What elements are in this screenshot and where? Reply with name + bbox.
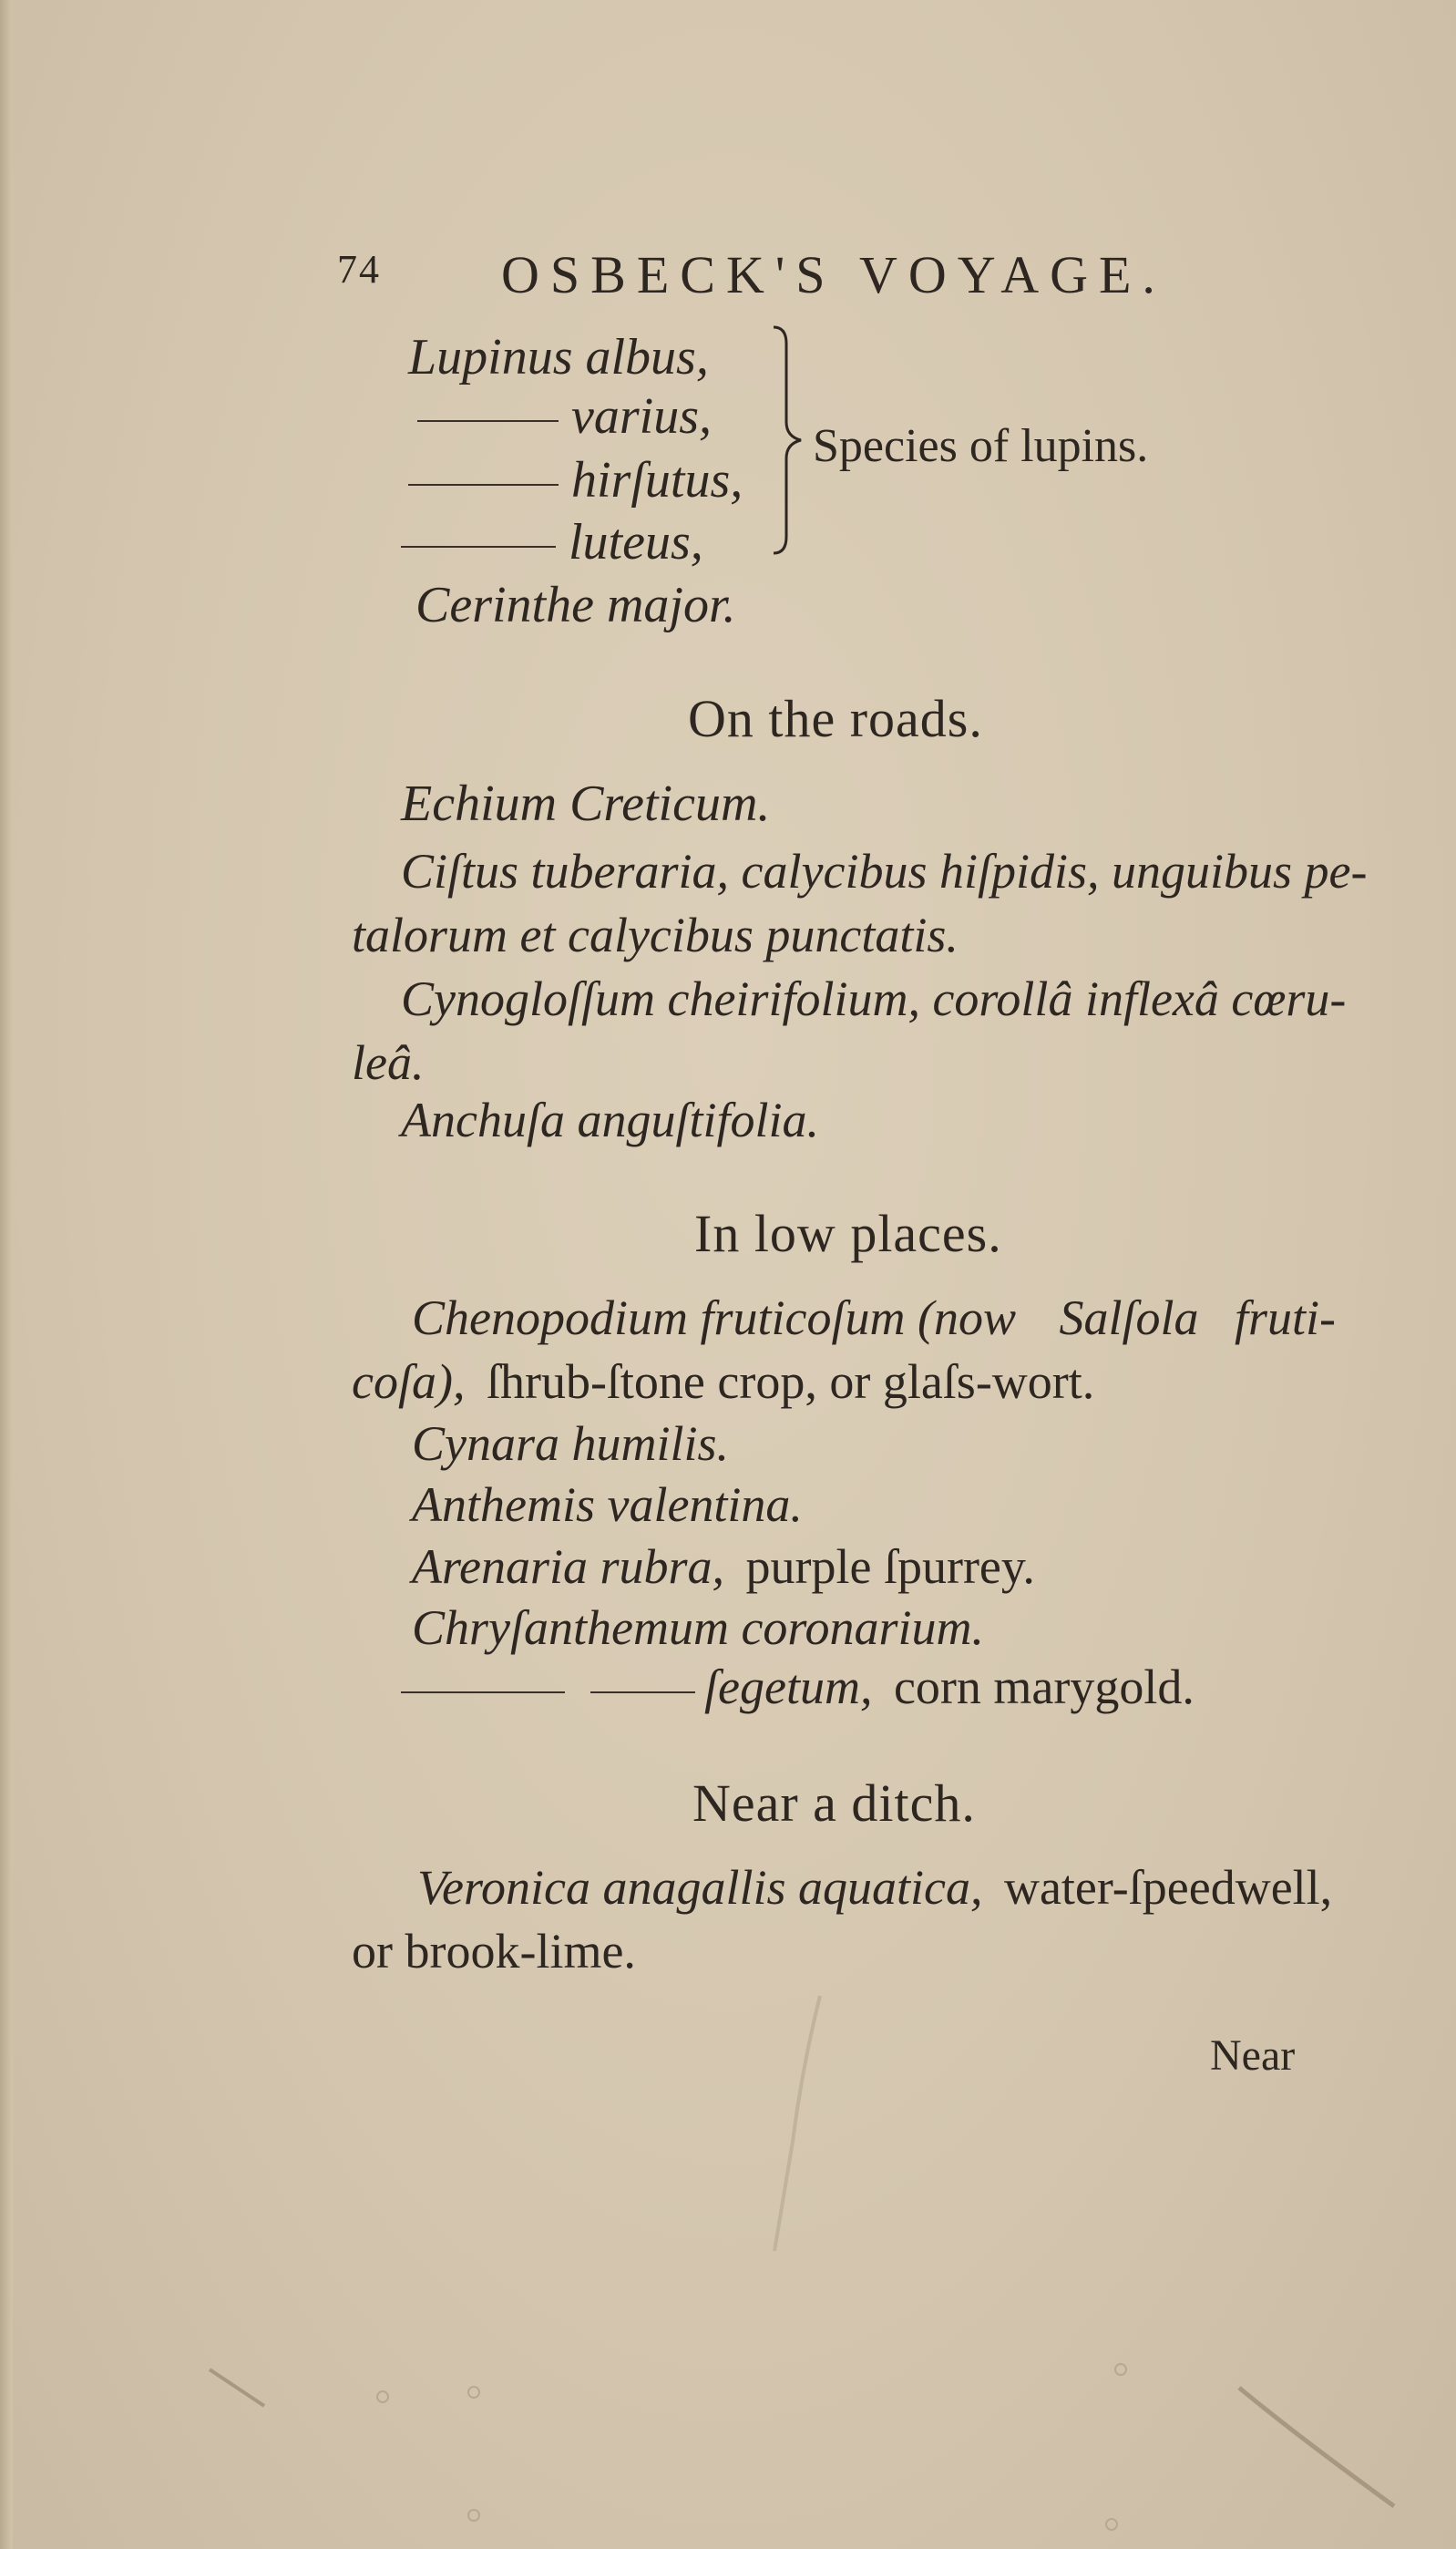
ditto-dash xyxy=(401,546,556,548)
latin-name: coſa), xyxy=(352,1354,466,1409)
latin-name: ſegetum, xyxy=(704,1660,873,1714)
lupins-brace-label: Species of lupins. xyxy=(813,420,1149,472)
section-heading-near-a-ditch: Near a ditch. xyxy=(692,1773,976,1833)
entry-segetum xyxy=(401,1659,1195,1715)
entry-chenopodium-1 xyxy=(412,1290,1336,1346)
entry-anthemis: Anthemis valentina. xyxy=(412,1477,803,1532)
entry-veronica-2: or brook-lime. xyxy=(352,1924,636,1979)
running-title: OSBECK'S VOYAGE. xyxy=(501,245,1166,304)
latin-name: fruti- xyxy=(1235,1290,1337,1345)
lupinus-text: Lupinus albus, xyxy=(408,329,709,385)
entry-echium: Echium Creticum. xyxy=(401,776,771,832)
entry-cynoglossum-2: leâ. xyxy=(352,1035,425,1090)
latin-name: Salſola xyxy=(1059,1290,1199,1345)
section-heading-in-low-places: In low places. xyxy=(694,1204,1002,1263)
common-name: corn marygold. xyxy=(893,1660,1195,1714)
catchword: Near xyxy=(1210,2031,1296,2080)
ditto-dash xyxy=(590,1691,695,1693)
entry-cistus-1: Ciſtus tuberaria, calycibus hiſpidis, unguibus pe- xyxy=(401,844,1368,899)
entry-cynoglossum-1: Cynogloſſum cheirifolium, corollâ inflexâ cœru- xyxy=(401,971,1347,1026)
latin-name: Veronica anagallis aquatica, xyxy=(417,1860,983,1915)
lupinus-line-1 xyxy=(408,328,709,386)
common-name: ſhrub-ſtone crop, or glaſs-wort. xyxy=(486,1354,1095,1409)
lupinus-line-3 xyxy=(408,451,743,509)
entry-cistus-2: talorum et calycibus punctatis. xyxy=(352,908,959,962)
page-number: 74 xyxy=(337,247,381,292)
ditto-dash xyxy=(408,484,559,486)
entry-chrysanthemum: Chryſanthemum coronarium. xyxy=(412,1600,984,1655)
ditto-dash xyxy=(417,420,559,422)
latin-name: Chenopodium fruticoſum (now xyxy=(412,1290,1016,1345)
lupinus-line-2 xyxy=(417,387,712,446)
paper-stains xyxy=(0,1959,1456,2549)
lupinus-text: luteus, xyxy=(569,514,703,570)
entry-veronica-1 xyxy=(417,1859,1332,1916)
cerinthe-line: Cerinthe major. xyxy=(415,577,736,633)
lupinus-line-4 xyxy=(401,513,703,571)
lupinus-text: hirſutus, xyxy=(571,452,743,509)
entry-arenaria xyxy=(412,1538,1035,1595)
page-header xyxy=(337,244,1248,317)
section-heading-on-the-roads: On the roads. xyxy=(688,689,983,748)
entry-chenopodium-2 xyxy=(352,1353,1094,1410)
ditto-dash xyxy=(401,1691,565,1693)
common-name: purple ſpurrey. xyxy=(745,1539,1035,1594)
common-name: water-ſpeedwell, xyxy=(1003,1860,1333,1915)
latin-name: Arenaria rubra, xyxy=(412,1539,725,1594)
lupinus-text: varius, xyxy=(571,388,712,445)
right-brace-icon xyxy=(770,324,806,556)
entry-anchusa: Anchuſa anguſtifolia. xyxy=(401,1093,819,1147)
entry-cynara: Cynara humilis. xyxy=(412,1416,730,1471)
